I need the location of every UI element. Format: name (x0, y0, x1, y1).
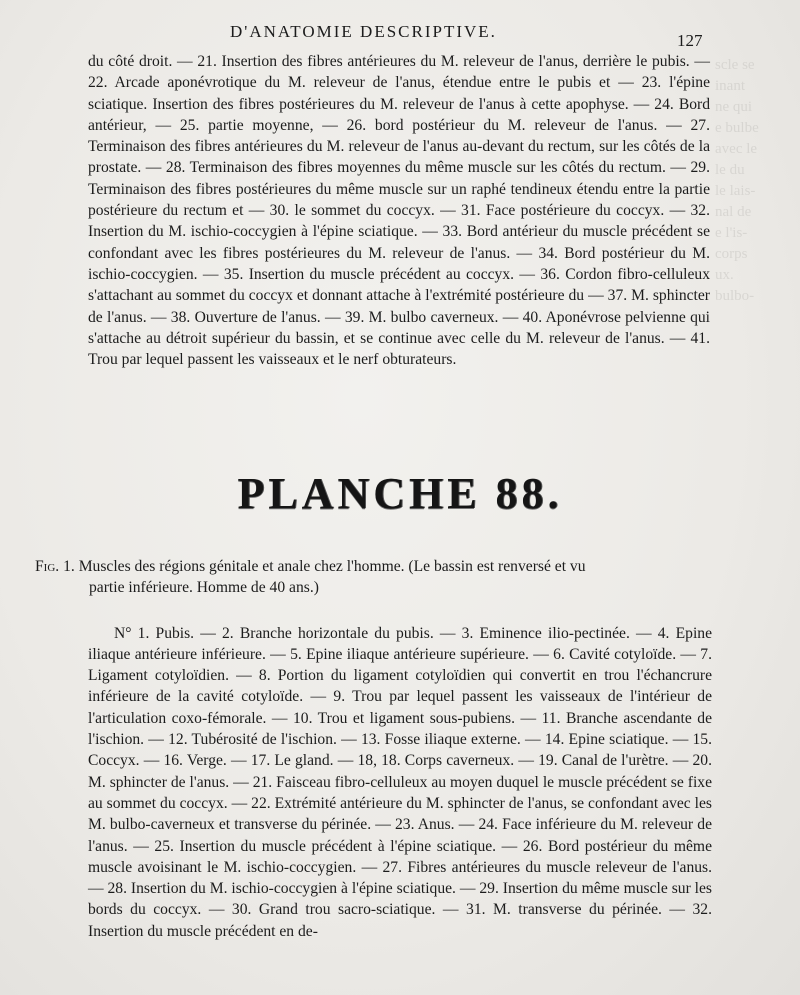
figure-legend (88, 607, 712, 958)
figure-caption-line-1: Muscles des régions génitale et anale chez l'homme. (Le bassin est renversé et vu (78, 558, 586, 575)
running-head: D'ANATOMIE DESCRIPTIVE. (230, 22, 497, 41)
figure-caption-line-2: partie inférieure. Homme de 40 ans.) (89, 579, 319, 597)
page-number: 127 (677, 31, 703, 50)
continued-legend-text (88, 51, 710, 370)
bleed-through-right: scle se inant ne qui e bulbe avec le le du le lais- nal de e l'is- corps ux. bulbo- (715, 57, 759, 304)
figure-label: Fig. 1. (35, 558, 75, 575)
legend-paragraph: N° 1. Pubis. — 2. Branche horizontale du pubis. — 3. Eminence ilio-pectinée. — 4. Epine iliaque antérieure inférieure. — 5. Epine iliaque antérieure supérieure. — 6. Cavité cotyloïde. — 7. Ligament cotyloïdien. — 8. Portion du ligament cotyloïdien qui convertit en trou l'échancrure inférieure de la cavité cotyloïde. — 9. Trou par lequel passent les vaisseaux de l'intérieur de l'articulation coxo-fémorale. — 10. Trou et ligament sous-pubiens. — 11. Branche ascendante de l'ischion. — 12. Tubérosité de l'ischion. — 13. Fosse iliaque externe. — 14. Epine sciatique. — 15. Coccyx. — 16. Verge. — 17. Le gland. — 18, 18. Corps caverneux. — 19. Canal de l'urètre. — 20. M. sphincter de l'anus. — 21. Faisceau fibro-celluleux au moyen duquel le muscle précédent se fixe au sommet du coccyx. — 22. Extrémité antérieure du M. sphincter de l'anus, se confondant avec les M. bulbo-caverneux et transverse du périnée. — 23. Anus. — 24. Face inférieure du M. releveur de l'anus. — 25. Insertion du muscle précédent à l'épine sciatique. — 26. Bord postérieur du même muscle avoisinant le M. ischio-coccygien. — 27. Fibres antérieures du muscle releveur de l'anus. — 28. Insertion du M. ischio-coccygien à l'épine sciatique. — 29. Insertion du même muscle sur les bords du coccyx. — 30. Grand trou sacro-sciatique. — 31. M. transverse du périnée. — 32. Insertion du muscle précédent en de- (88, 624, 712, 940)
figure-caption (35, 556, 711, 599)
continued-paragraph: du côté droit. — 21. Insertion des fibres antérieures du M. releveur de l'anus, derrière le pubis. — 22. Arcade aponévrotique du M. releveur de l'anus, étendue entre le pubis et — 23. l'épine sciatique. Insertion des fibres postérieures du M. releveur de l'anus à cette apophyse. — 24. Bord antérieur, — 25. partie moyenne, — 26. bord postérieur du M. releveur de l'anus. — 27. Terminaison des fibres antérieures du M. releveur de l'anus au-devant du rectum, sur les côtés de la prostate. — 28. Terminaison des fibres moyennes du même muscle sur les côtés du rectum. — 29. Terminaison des fibres postérieures du même muscle sur un raphé tendineux étendu entre la partie postérieure du rectum et — 30. le sommet du coccyx. — 31. Face postérieure du coccyx. — 32. Insertion du M. ischio-coccygien à l'épine sciatique. — 33. Bord antérieur du muscle précédent se confondant avec les fibres postérieures du M. releveur de l'anus. — 34. Bord postérieur du M. ischio-coccygien. — 35. Insertion du muscle précédent au coccyx. — 36. Cordon fibro-celluleux s'attachant au sommet du coccyx et donnant attache à l'extrémité postérieure du — 37. M. sphincter de l'anus. — 38. Ouverture de l'anus. — 39. M. bulbo caverneux. — 40. Aponévrose pelvienne qui s'attache au détroit supérieur du bassin, et se continue avec celle du M. releveur de l'anus. — 41. Trou par lequel passent les vaisseaux et le nerf obturateurs. (88, 53, 710, 369)
plate-title: PLANCHE 88. (237, 469, 563, 518)
